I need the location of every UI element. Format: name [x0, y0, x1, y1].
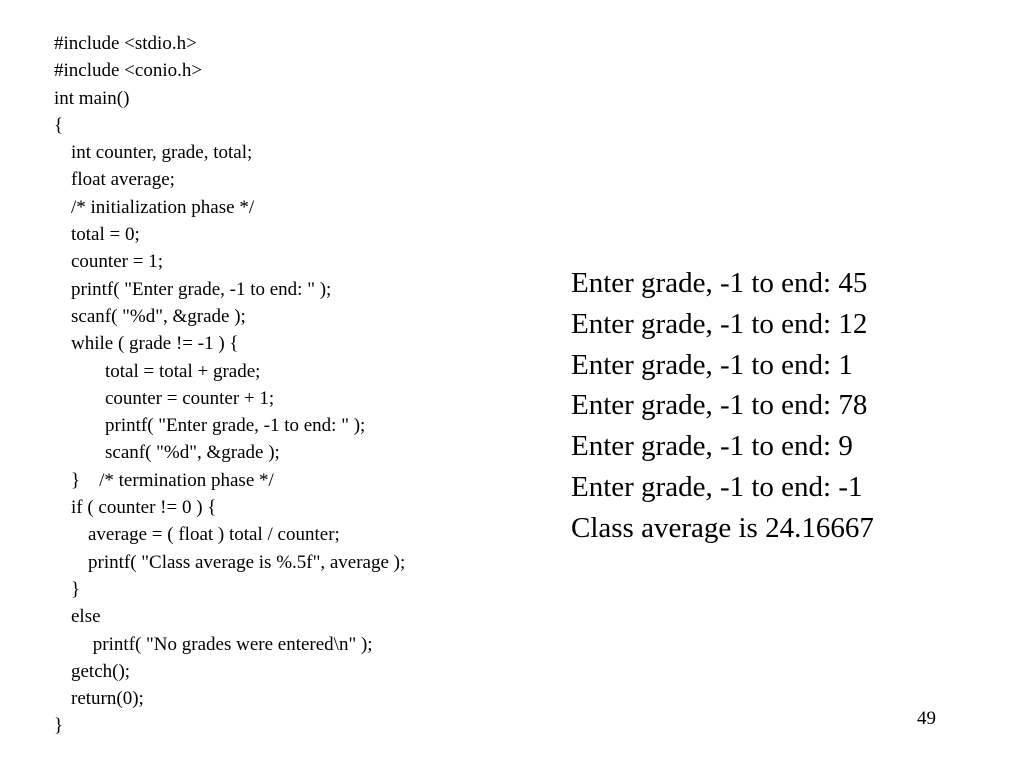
code-line: printf( "Class average is %.5f", average ); — [88, 551, 406, 573]
code-line: printf( "No grades were entered\n" ); — [88, 633, 373, 655]
code-line: total = 0; — [71, 224, 140, 246]
code-line: while ( grade != -1 ) { — [71, 333, 239, 355]
code-line: #include <conio.h> — [54, 60, 203, 82]
output-line: Enter grade, -1 to end: 12 — [571, 307, 868, 340]
code-line: getch(); — [71, 660, 131, 682]
output-line: Enter grade, -1 to end: 45 — [571, 267, 868, 299]
code-line: counter = 1; — [71, 251, 163, 273]
output-line: Enter grade, -1 to end: 78 — [571, 389, 868, 422]
code-line: printf( "Enter grade, -1 to end: " ); — [105, 415, 366, 437]
code-line: } — [71, 578, 81, 600]
code-line: counter = counter + 1; — [105, 387, 275, 409]
code-line: float average; — [71, 169, 175, 191]
page-number: 49 — [917, 708, 936, 729]
source-code-listing — [54, 30, 405, 740]
code-line: total = total + grade; — [105, 360, 261, 382]
code-line: int counter, grade, total; — [71, 142, 253, 164]
code-line: } /* termination phase */ — [71, 469, 274, 491]
code-line: #include <stdio.h> — [54, 33, 197, 54]
output-line: Enter grade, -1 to end: 1 — [571, 348, 853, 381]
output-line: Class average is 24.16667 — [571, 511, 874, 544]
code-line: printf( "Enter grade, -1 to end: " ); — [71, 278, 332, 300]
code-line: scanf( "%d", &grade ); — [71, 305, 246, 327]
code-line: else — [71, 606, 101, 628]
output-line: Enter grade, -1 to end: 9 — [571, 430, 853, 463]
output-line: Enter grade, -1 to end: -1 — [571, 470, 863, 503]
code-line: return(0); — [71, 688, 144, 710]
code-line: } — [54, 715, 64, 737]
code-line: /* initialization phase */ — [71, 196, 255, 218]
code-line: average = ( float ) total / counter; — [88, 524, 340, 546]
code-line: int main() — [54, 87, 130, 109]
code-line: scanf( "%d", &grade ); — [105, 442, 280, 464]
program-output — [571, 263, 874, 549]
code-line: if ( counter != 0 ) { — [71, 497, 217, 519]
code-line: { — [54, 114, 64, 136]
